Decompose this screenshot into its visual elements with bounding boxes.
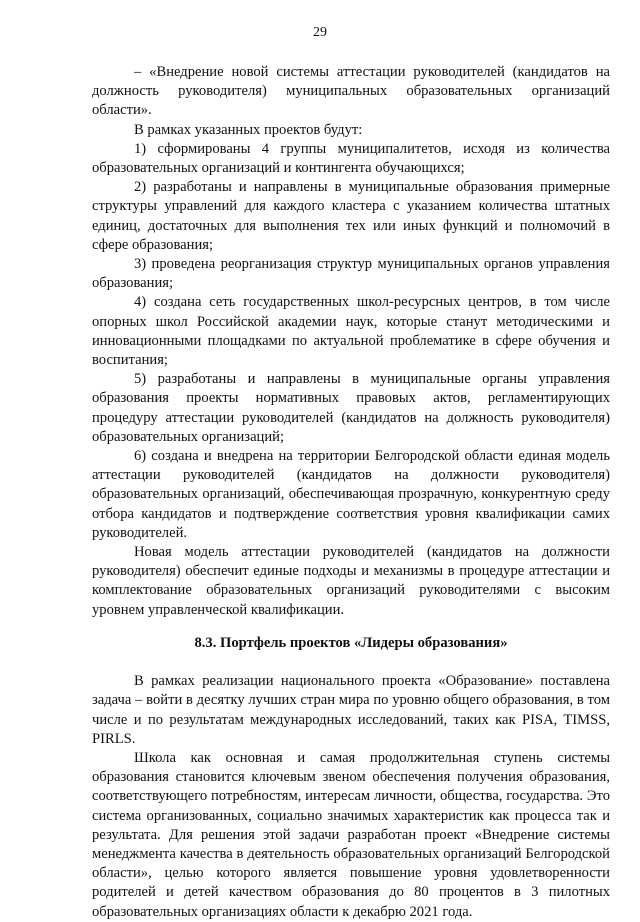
- page-number: 29: [313, 25, 327, 40]
- list-item-3: 3) проведена реорганизация структур муниципальных органов управления образования;: [92, 256, 610, 292]
- list-item-1: 1) сформированы 4 группы муниципалитетов, исходя из количества образовательных организаций и контингента обучающихся;: [92, 140, 610, 177]
- paragraph-national-project: В рамках реализации национального проекта «Образование» поставлена задача – войти в десятку лучших стран мира по уровню общего образования, в том числе и по результатам международных исследований, таких как PISA, TIMSS, PIRLS.: [92, 673, 610, 747]
- page-content: [92, 63, 610, 922]
- section-heading: 8.3. Портфель проектов «Лидеры образования»: [194, 634, 508, 651]
- paragraph-project-item: – «Внедрение новой системы аттестации руководителей (кандидатов на должность руководителя) муниципальных образовательных организаций области».: [92, 64, 610, 119]
- paragraph-school-system: Школа как основная и самая продолжительная ступень системы образования становится ключевым звеном обеспечения получения образования, соответствующего потребностям, интересам личности, общества, государства. Это система организованных, социально значимых характеристик как процесса так и результата. Для решения этой задачи разработан проект «Внедрение системы менеджмента качества в деятельность образовательных организаций Белгородской области», целью которого является повышение уровня удовлетворенности родителей и детей качеством образования до 80 процентов в 3 пилотных образовательных организациях области к декабрю 2021 года.: [92, 749, 610, 920]
- paragraph-intro: В рамках указанных проектов будут:: [134, 121, 363, 138]
- list-item-2: 2) разработаны и направлены в муниципальные образования примерные структуры управлений для каждого кластера с указанием количества штатных единиц, достаточных для выполнения тех или иных функций и полномочий в сфере образования;: [92, 179, 610, 253]
- list-item-4: 4) создана сеть государственных школ-ресурсных центров, в том числе опорных школ Российской академии наук, которые станут методическими и инновационными площадками по актуальной проблематике в сфере обучения и воспитания;: [92, 294, 610, 369]
- list-item-5: 5) разработаны и направлены в муниципальные органы управления образования проекты нормативных правовых актов, регламентирующих процедуру аттестации руководителей (кандидатов на должность руководителя) образовательных организаций;: [92, 371, 610, 445]
- list-item-6: 6) создана и внедрена на территории Белгородской области единая модель аттестации руководителей (кандидатов на должности руководителя) образовательных организаций, обеспечивающая прозрачную, конкурентную среду отбора кандидатов и подтверждение соответствия уровня квалификации самих руководителей.: [92, 448, 610, 541]
- paragraph-conclusion: Новая модель аттестации руководителей (кандидатов на должности руководителя) обеспечит единые подходы и механизмы в процедуре аттестации и комплектование образовательных организаций руководителями с высоким уровнем управленческой квалификации.: [92, 544, 610, 618]
